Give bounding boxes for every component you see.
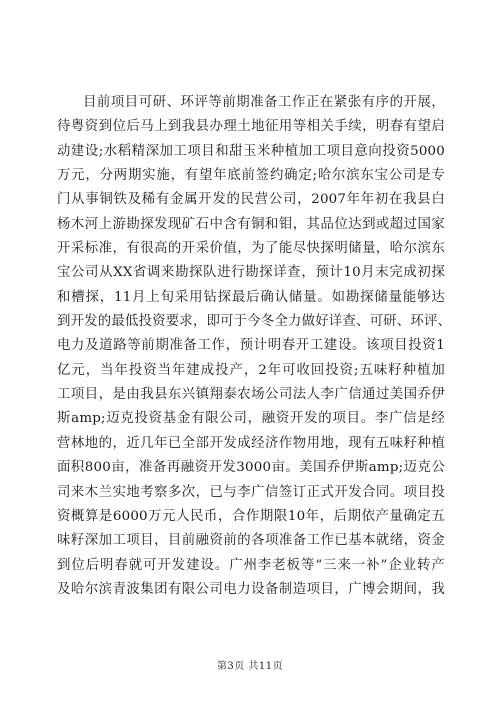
text-line: 待粤资到位后马上到我县办理土地征用等相关手续，明春有望启 — [57, 119, 445, 135]
text-line: 宝公司从XX省调来勘探队进行勘探详查，预计10月末完成初探 — [57, 265, 445, 281]
text-line: 司来木兰实地考察多次，已与李广信签订正式开发合同。项目投 — [57, 484, 445, 500]
text-line: 到位后明春就可开发建设。广州李老板等“三来一补”企业转产 — [57, 557, 445, 573]
text-line: 斯amp;迈克投资基金有限公司，融资开发的项目。李广信是经 — [57, 411, 445, 427]
text-line: 亿元，当年投资当年建成投产，2年可收回投资;五味籽种植加 — [57, 362, 445, 378]
text-line: 电力及道路等前期准备工作，预计明春开工建设。该项目投资1 — [57, 338, 445, 354]
text-line: 开采标准，有很高的开采价值，为了能尽快探明储量，哈尔滨东 — [57, 241, 445, 257]
text-line: 及哈尔滨青波集团有限公司电力设备制造项目，广博会期间，我 — [57, 581, 445, 597]
text-line: 和槽探，11月上旬采用钻探最后确认储量。如勘探储量能够达 — [57, 289, 445, 305]
text-line: 门从事铜铁及稀有金属开发的民营公司，2007年年初在我县白 — [57, 192, 445, 208]
text-line: 动建设;水稻精深加工项目和甜玉米种植加工项目意向投资5000 — [57, 143, 445, 159]
text-line: 到开发的最低投资要求，即可于今冬全力做好详查、可研、环评、 — [57, 314, 452, 330]
text-line: 万元，分两期实施，有望年底前签约确定;哈尔滨东宝公司是专 — [57, 168, 445, 184]
body-paragraph — [57, 91, 452, 602]
text-line: 资概算是6000万元人民币，合作期限10年，后期依产量确定五 — [57, 508, 445, 524]
page-number-footer: 第3页 共11页 — [216, 661, 284, 672]
text-line: 杨木河上游勘探发现矿石中含有铜和钼，其品位达到或超过国家 — [57, 216, 445, 232]
text-line: 目前项目可研、环评等前期准备工作正在紧张有序的开展， — [83, 95, 445, 110]
text-line: 味籽深加工项目，目前融资前的各项准备工作已基本就绪，资金 — [57, 533, 445, 549]
text-line: 面积800亩，准备再融资开发3000亩。美国乔伊斯amp;迈克公 — [57, 460, 445, 476]
text-line: 营林地的，近几年已全部开发成经济作物用地，现有五味籽种植 — [57, 435, 445, 451]
text-line: 工项目，是由我县东兴镇翔泰农场公司法人李广信通过美国乔伊 — [57, 387, 445, 403]
